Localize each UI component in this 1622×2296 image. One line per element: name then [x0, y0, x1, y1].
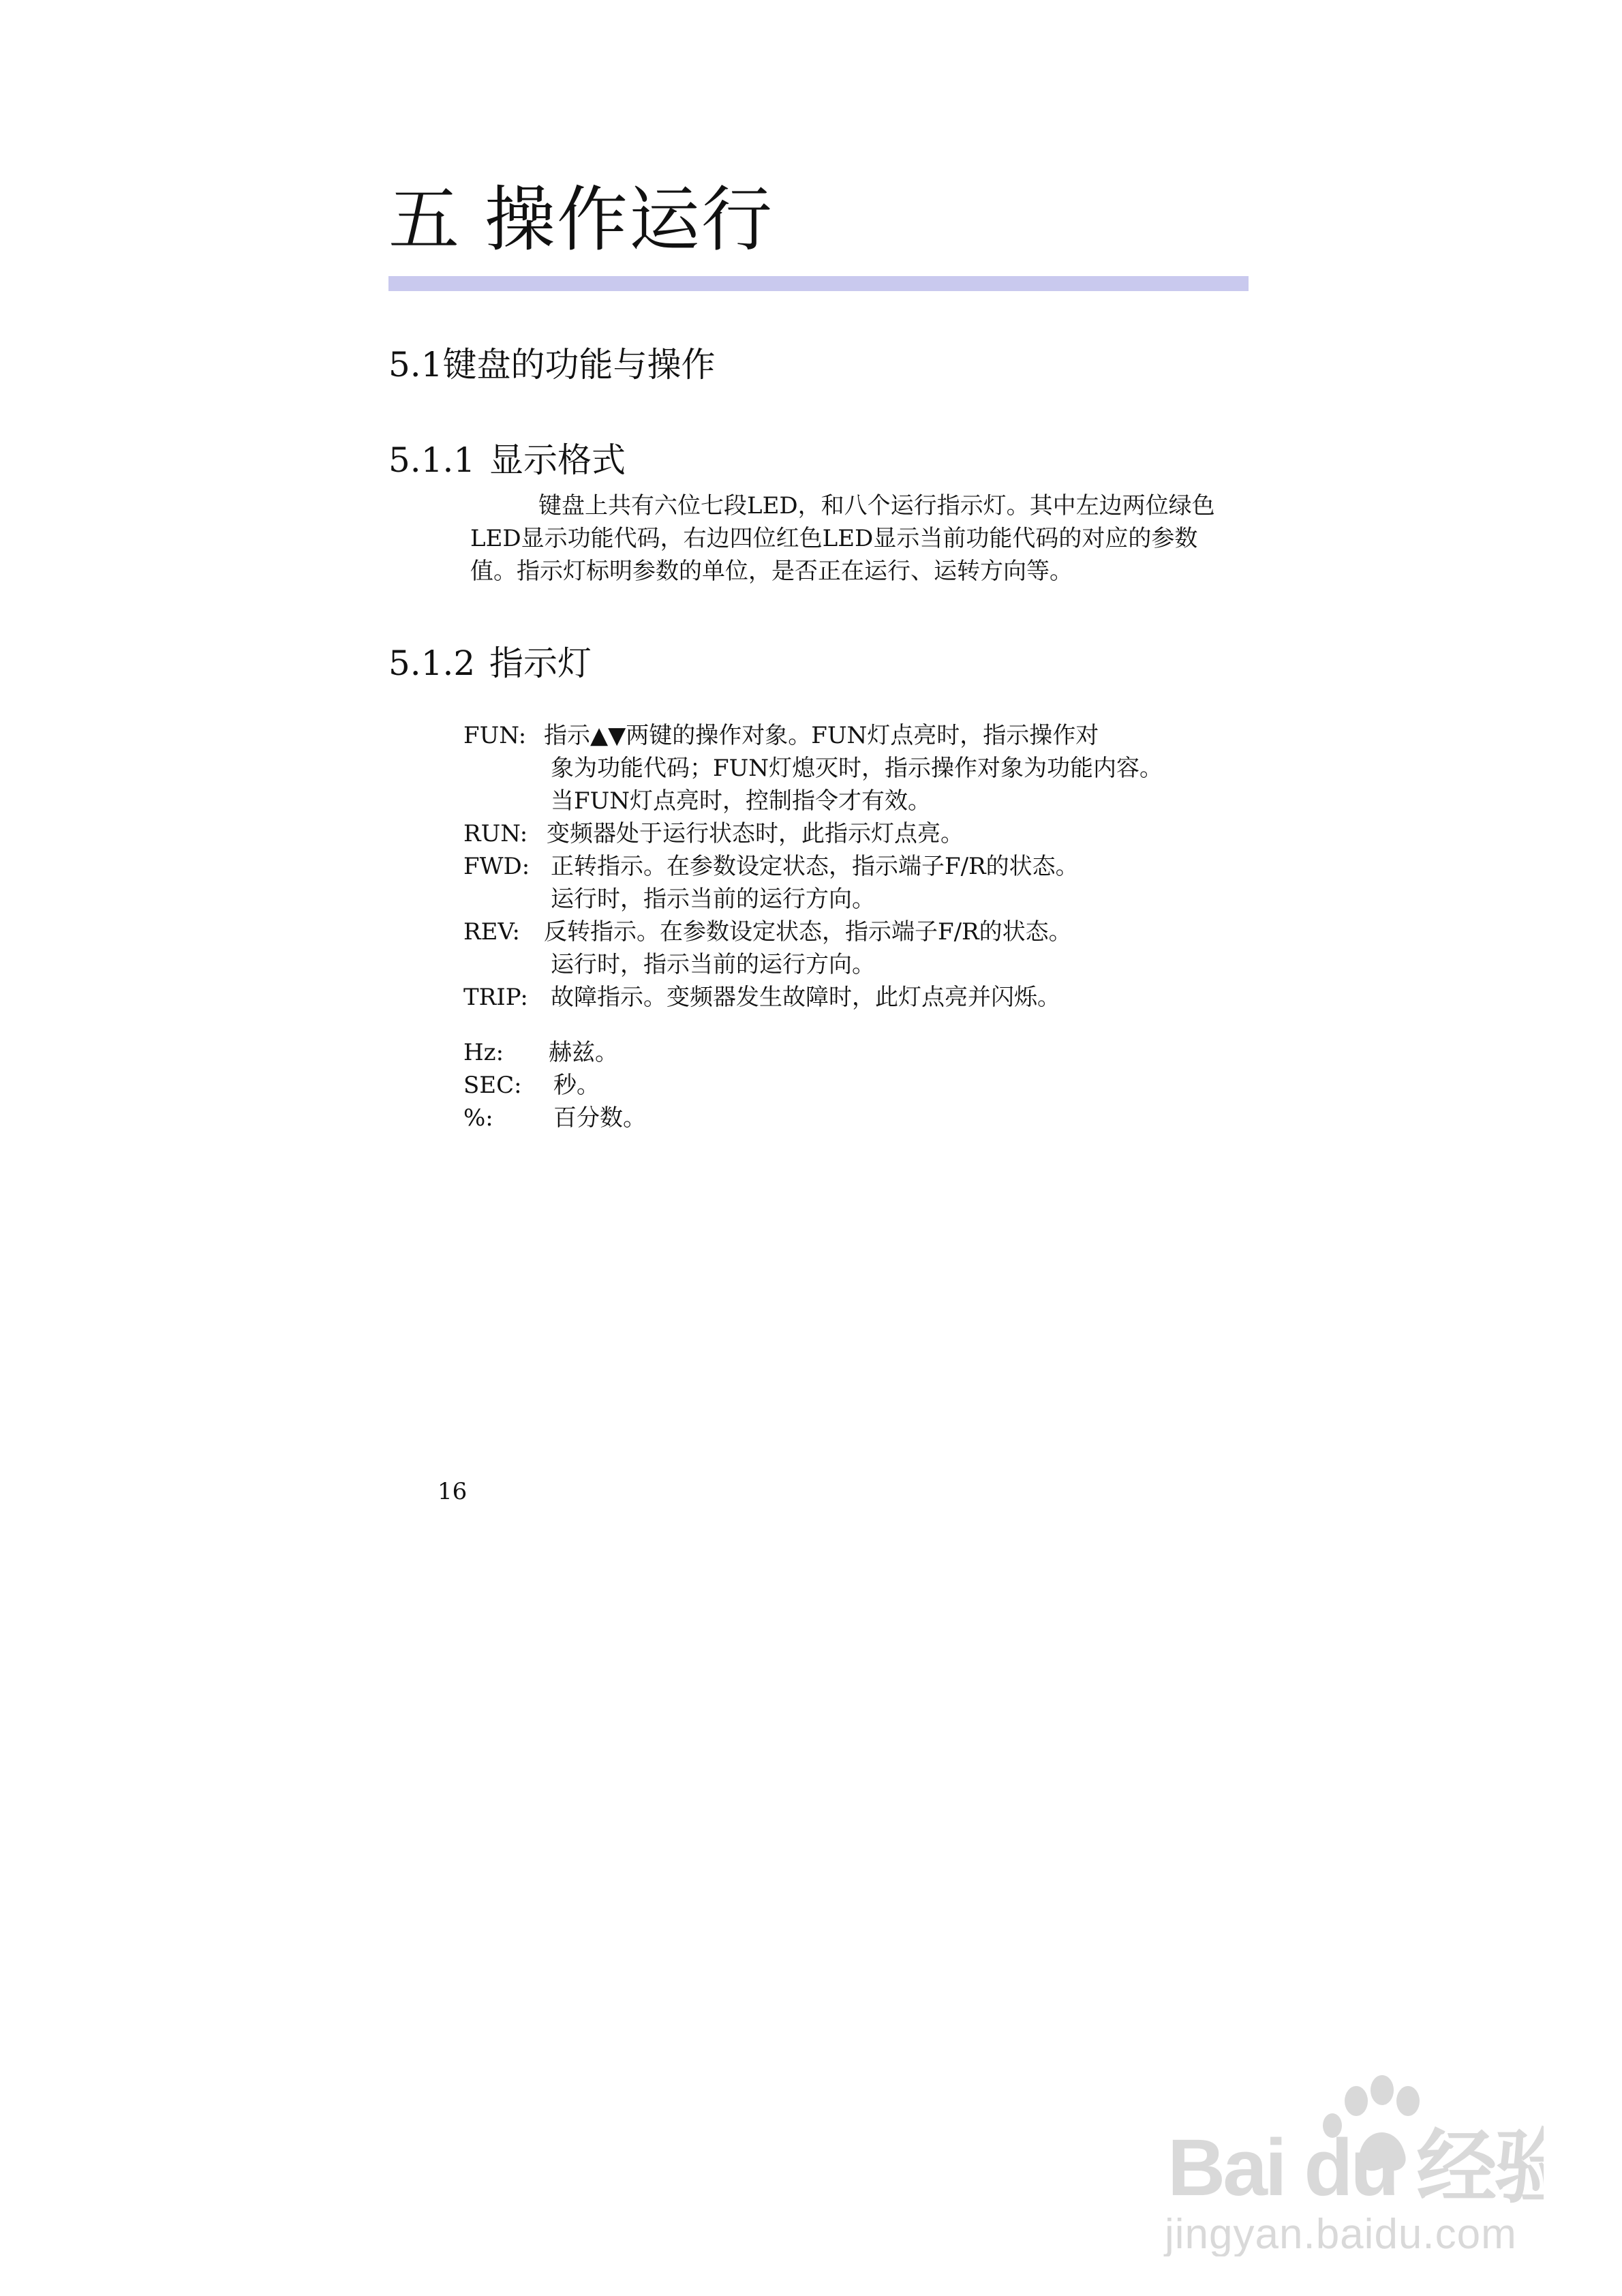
- paragraph-line: 键盘上共有六位七段LED，和八个运行指示灯。其中左边两位绿色: [538, 492, 1215, 519]
- indicator-text: 指示▲▼两键的操作对象。FUN灯点亮时，指示操作对: [544, 722, 1099, 749]
- section-number: 5.1.2: [388, 644, 476, 683]
- indicator-text: 正转指示。在参数设定状态，指示端子F/R的状态。: [551, 853, 1079, 880]
- indicator-text: 运行时，指示当前的运行方向。: [551, 886, 875, 913]
- paragraph-line: 值。指示灯标明参数的单位，是否正在运行、运转方向等。: [470, 558, 1073, 585]
- paw-icon: [1162, 2066, 1544, 2256]
- indicator-text: 运行时，指示当前的运行方向。: [551, 951, 875, 978]
- title-underline-bar: [388, 276, 1249, 291]
- watermark-brand-text: Bai du 经验: [1167, 2123, 1544, 2213]
- indicator-label: FUN:: [463, 722, 527, 749]
- section-5-1-heading: 5.1键盘的功能与操作: [388, 345, 716, 384]
- unit-label: %:: [463, 1104, 493, 1132]
- paragraph-line: LED显示功能代码，右边四位红色LED显示当前功能代码的对应的参数: [470, 525, 1198, 552]
- unit-text: 秒。: [553, 1072, 600, 1099]
- indicator-text: 反转指示。在参数设定状态，指示端子F/R的状态。: [544, 918, 1072, 946]
- baidu-jingyan-watermark: [1162, 2066, 1544, 2256]
- indicator-text: 故障指示。变频器发生故障时，此灯点亮并闪烁。: [551, 984, 1060, 1011]
- indicator-text: 变频器处于运行状态时，此指示灯点亮。: [547, 820, 964, 847]
- watermark-url-text: jingyan.baidu.com: [1165, 2211, 1517, 2256]
- indicator-label: FWD:: [463, 853, 530, 880]
- chapter-title: 五 操作运行: [388, 178, 774, 261]
- unit-label: SEC:: [463, 1072, 522, 1099]
- section-number: 5.1.1: [388, 440, 476, 480]
- indicator-label: RUN:: [463, 820, 528, 847]
- page-number: 16: [438, 1478, 468, 1505]
- display-format-paragraph: [470, 489, 1244, 588]
- indicator-text: 象为功能代码；FUN灯熄灭时，指示操作对象为功能内容。: [551, 755, 1163, 782]
- section-5-1-1-heading: [388, 440, 626, 480]
- section-5-1-2-heading: [388, 644, 592, 683]
- unit-text: 百分数。: [553, 1104, 646, 1132]
- section-title: 指示灯: [489, 644, 592, 683]
- unit-label: Hz:: [463, 1039, 504, 1066]
- indicator-label: TRIP:: [463, 984, 528, 1011]
- unit-text: 赫兹。: [549, 1039, 618, 1066]
- section-title: 显示格式: [489, 440, 626, 480]
- indicator-text: 当FUN灯点亮时，控制指令才有效。: [551, 787, 931, 815]
- indicator-label: REV:: [463, 918, 521, 946]
